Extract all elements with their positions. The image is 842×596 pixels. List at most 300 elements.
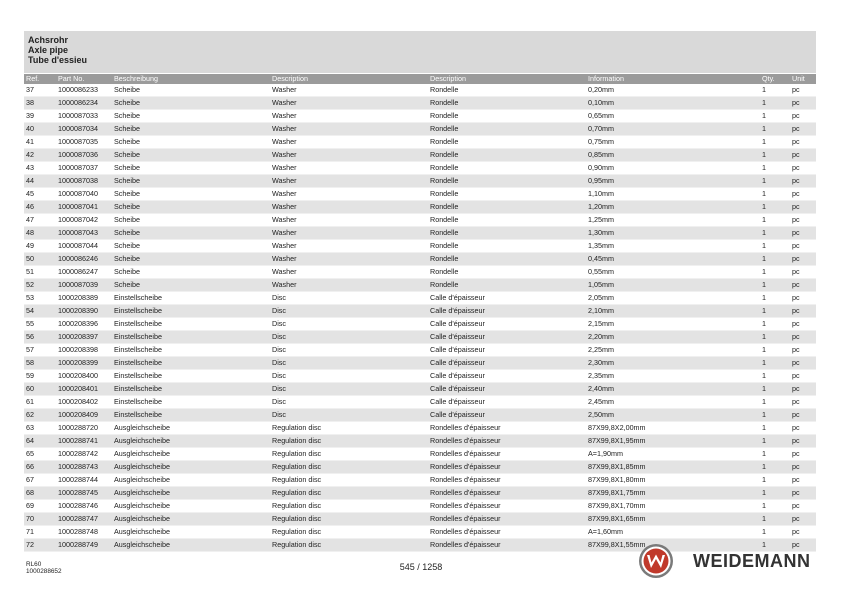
cell-qty: 1	[760, 513, 790, 526]
cell-unit: pc	[790, 422, 816, 435]
table-row	[24, 435, 816, 448]
cell-part-no: 1000208398	[56, 344, 112, 357]
cell-ref: 39	[24, 110, 56, 123]
cell-ref: 49	[24, 240, 56, 253]
table-row	[24, 97, 816, 110]
cell-qty: 1	[760, 474, 790, 487]
cell-beschreibung: Scheibe	[112, 149, 270, 162]
cell-information: 0,95mm	[586, 175, 760, 188]
cell-description-fr: Rondelles d'épaisseur	[428, 461, 586, 474]
cell-qty: 1	[760, 318, 790, 331]
cell-description-fr: Rondelle	[428, 123, 586, 136]
cell-ref: 66	[24, 461, 56, 474]
cell-qty: 1	[760, 84, 790, 97]
cell-information: 87X99,8X2,00mm	[586, 422, 760, 435]
cell-description-en: Disc	[270, 396, 428, 409]
cell-unit: pc	[790, 305, 816, 318]
cell-description-fr: Calle d'épaisseur	[428, 383, 586, 396]
cell-ref: 42	[24, 149, 56, 162]
cell-qty: 1	[760, 396, 790, 409]
cell-beschreibung: Scheibe	[112, 188, 270, 201]
cell-description-fr: Rondelles d'épaisseur	[428, 513, 586, 526]
cell-qty: 1	[760, 526, 790, 539]
table-row	[24, 305, 816, 318]
cell-beschreibung: Scheibe	[112, 136, 270, 149]
cell-information: 1,30mm	[586, 227, 760, 240]
cell-unit: pc	[790, 227, 816, 240]
cell-part-no: 1000288742	[56, 448, 112, 461]
cell-description-en: Washer	[270, 84, 428, 97]
cell-description-fr: Calle d'épaisseur	[428, 409, 586, 422]
cell-description-fr: Rondelle	[428, 110, 586, 123]
cell-description-fr: Rondelle	[428, 227, 586, 240]
cell-unit: pc	[790, 487, 816, 500]
table-row	[24, 370, 816, 383]
cell-ref: 51	[24, 266, 56, 279]
table-row	[24, 318, 816, 331]
cell-ref: 47	[24, 214, 56, 227]
cell-unit: pc	[790, 331, 816, 344]
cell-part-no: 1000086234	[56, 97, 112, 110]
cell-part-no: 1000087042	[56, 214, 112, 227]
table-row	[24, 201, 816, 214]
cell-description-fr: Calle d'épaisseur	[428, 370, 586, 383]
cell-description-fr: Rondelles d'épaisseur	[428, 448, 586, 461]
cell-description-fr: Calle d'épaisseur	[428, 357, 586, 370]
title-fr: Tube d'essieu	[28, 55, 87, 65]
cell-beschreibung: Einstellscheibe	[112, 344, 270, 357]
cell-ref: 65	[24, 448, 56, 461]
cell-beschreibung: Einstellscheibe	[112, 318, 270, 331]
table-row	[24, 162, 816, 175]
cell-beschreibung: Scheibe	[112, 227, 270, 240]
cell-part-no: 1000087043	[56, 227, 112, 240]
cell-information: 87X99,8X1,75mm	[586, 487, 760, 500]
cell-unit: pc	[790, 435, 816, 448]
table-row	[24, 227, 816, 240]
table-row	[24, 383, 816, 396]
cell-description-en: Disc	[270, 383, 428, 396]
cell-qty: 1	[760, 448, 790, 461]
cell-qty: 1	[760, 383, 790, 396]
table-row	[24, 123, 816, 136]
cell-part-no: 1000087044	[56, 240, 112, 253]
cell-beschreibung: Scheibe	[112, 110, 270, 123]
cell-ref: 43	[24, 162, 56, 175]
table-row	[24, 136, 816, 149]
cell-information: 87X99,8X1,70mm	[586, 500, 760, 513]
cell-description-en: Regulation disc	[270, 461, 428, 474]
cell-part-no: 1000208409	[56, 409, 112, 422]
cell-ref: 58	[24, 357, 56, 370]
cell-description-fr: Rondelles d'épaisseur	[428, 500, 586, 513]
table-row	[24, 422, 816, 435]
table-row	[24, 513, 816, 526]
cell-description-en: Disc	[270, 409, 428, 422]
cell-part-no: 1000087040	[56, 188, 112, 201]
table-row	[24, 84, 816, 97]
cell-description-en: Washer	[270, 123, 428, 136]
cell-part-no: 1000288748	[56, 526, 112, 539]
cell-information: 2,35mm	[586, 370, 760, 383]
cell-unit: pc	[790, 370, 816, 383]
cell-qty: 1	[760, 240, 790, 253]
cell-part-no: 1000086247	[56, 266, 112, 279]
cell-part-no: 1000087041	[56, 201, 112, 214]
cell-part-no: 1000208389	[56, 292, 112, 305]
cell-part-no: 1000087037	[56, 162, 112, 175]
cell-description-fr: Rondelle	[428, 175, 586, 188]
cell-description-fr: Rondelle	[428, 149, 586, 162]
cell-description-fr: Rondelle	[428, 253, 586, 266]
cell-unit: pc	[790, 539, 816, 552]
cell-description-en: Regulation disc	[270, 526, 428, 539]
brand-wordmark: WEIDEMANN	[693, 551, 811, 571]
table-row	[24, 253, 816, 266]
cell-qty: 1	[760, 149, 790, 162]
cell-part-no: 1000288744	[56, 474, 112, 487]
cell-part-no: 1000288743	[56, 461, 112, 474]
cell-beschreibung: Scheibe	[112, 266, 270, 279]
cell-ref: 72	[24, 539, 56, 552]
cell-beschreibung: Scheibe	[112, 279, 270, 292]
cell-information: 1,10mm	[586, 188, 760, 201]
cell-beschreibung: Scheibe	[112, 97, 270, 110]
cell-beschreibung: Ausgleichscheibe	[112, 513, 270, 526]
cell-part-no: 1000087039	[56, 279, 112, 292]
table-header-row	[24, 74, 816, 84]
cell-information: 0,85mm	[586, 149, 760, 162]
cell-information: A=1,90mm	[586, 448, 760, 461]
cell-information: 0,65mm	[586, 110, 760, 123]
cell-ref: 56	[24, 331, 56, 344]
cell-beschreibung: Einstellscheibe	[112, 370, 270, 383]
title-de: Achsrohr	[28, 35, 69, 45]
cell-description-fr: Rondelles d'épaisseur	[428, 474, 586, 487]
cell-qty: 1	[760, 539, 790, 552]
cell-information: 1,35mm	[586, 240, 760, 253]
header-description-en: Description	[270, 74, 428, 84]
cell-beschreibung: Ausgleichscheibe	[112, 435, 270, 448]
cell-description-en: Washer	[270, 214, 428, 227]
cell-information: 0,20mm	[586, 84, 760, 97]
cell-unit: pc	[790, 136, 816, 149]
cell-description-fr: Calle d'épaisseur	[428, 305, 586, 318]
cell-description-fr: Rondelle	[428, 266, 586, 279]
cell-ref: 38	[24, 97, 56, 110]
cell-description-fr: Rondelle	[428, 240, 586, 253]
cell-qty: 1	[760, 227, 790, 240]
cell-qty: 1	[760, 162, 790, 175]
cell-information: 2,45mm	[586, 396, 760, 409]
cell-ref: 40	[24, 123, 56, 136]
cell-unit: pc	[790, 513, 816, 526]
cell-unit: pc	[790, 292, 816, 305]
cell-beschreibung: Scheibe	[112, 175, 270, 188]
cell-unit: pc	[790, 266, 816, 279]
cell-information: 2,10mm	[586, 305, 760, 318]
cell-beschreibung: Ausgleichscheibe	[112, 461, 270, 474]
cell-description-fr: Rondelle	[428, 97, 586, 110]
header-part-no: Part No.	[56, 74, 112, 84]
footer-doc-number: 1000288652	[26, 568, 62, 575]
table-row	[24, 526, 816, 539]
cell-description-en: Disc	[270, 344, 428, 357]
cell-qty: 1	[760, 461, 790, 474]
cell-description-fr: Rondelles d'épaisseur	[428, 422, 586, 435]
cell-description-fr: Calle d'épaisseur	[428, 331, 586, 344]
cell-unit: pc	[790, 97, 816, 110]
cell-description-en: Regulation disc	[270, 513, 428, 526]
cell-ref: 48	[24, 227, 56, 240]
cell-part-no: 1000086246	[56, 253, 112, 266]
cell-description-fr: Rondelles d'épaisseur	[428, 487, 586, 500]
cell-information: 2,30mm	[586, 357, 760, 370]
cell-unit: pc	[790, 162, 816, 175]
cell-ref: 64	[24, 435, 56, 448]
cell-unit: pc	[790, 448, 816, 461]
cell-unit: pc	[790, 383, 816, 396]
cell-description-en: Washer	[270, 201, 428, 214]
cell-information: 1,20mm	[586, 201, 760, 214]
cell-unit: pc	[790, 500, 816, 513]
cell-part-no: 1000208390	[56, 305, 112, 318]
cell-qty: 1	[760, 253, 790, 266]
cell-ref: 54	[24, 305, 56, 318]
cell-description-fr: Rondelle	[428, 84, 586, 97]
cell-beschreibung: Einstellscheibe	[112, 357, 270, 370]
table-row	[24, 487, 816, 500]
cell-description-en: Washer	[270, 188, 428, 201]
table-row	[24, 500, 816, 513]
cell-part-no: 1000208401	[56, 383, 112, 396]
cell-description-en: Washer	[270, 110, 428, 123]
cell-beschreibung: Scheibe	[112, 201, 270, 214]
cell-ref: 71	[24, 526, 56, 539]
table-row	[24, 409, 816, 422]
cell-qty: 1	[760, 422, 790, 435]
cell-ref: 61	[24, 396, 56, 409]
cell-description-en: Regulation disc	[270, 474, 428, 487]
cell-unit: pc	[790, 253, 816, 266]
cell-beschreibung: Einstellscheibe	[112, 396, 270, 409]
cell-part-no: 1000288746	[56, 500, 112, 513]
table-row	[24, 188, 816, 201]
cell-ref: 57	[24, 344, 56, 357]
cell-qty: 1	[760, 305, 790, 318]
cell-description-en: Regulation disc	[270, 539, 428, 552]
cell-ref: 37	[24, 84, 56, 97]
cell-description-en: Disc	[270, 292, 428, 305]
cell-beschreibung: Einstellscheibe	[112, 409, 270, 422]
cell-part-no: 1000208396	[56, 318, 112, 331]
cell-beschreibung: Einstellscheibe	[112, 331, 270, 344]
cell-qty: 1	[760, 188, 790, 201]
cell-beschreibung: Scheibe	[112, 214, 270, 227]
cell-part-no: 1000087033	[56, 110, 112, 123]
cell-part-no: 1000087035	[56, 136, 112, 149]
cell-description-en: Washer	[270, 279, 428, 292]
cell-information: 2,20mm	[586, 331, 760, 344]
cell-part-no: 1000208402	[56, 396, 112, 409]
cell-beschreibung: Scheibe	[112, 240, 270, 253]
cell-description-fr: Rondelle	[428, 188, 586, 201]
cell-ref: 69	[24, 500, 56, 513]
cell-description-fr: Rondelle	[428, 162, 586, 175]
title-en: Axle pipe	[28, 45, 69, 55]
cell-qty: 1	[760, 500, 790, 513]
cell-beschreibung: Ausgleichscheibe	[112, 448, 270, 461]
cell-information: 87X99,8X1,55mm	[586, 539, 760, 552]
cell-ref: 59	[24, 370, 56, 383]
cell-description-en: Regulation disc	[270, 448, 428, 461]
cell-qty: 1	[760, 123, 790, 136]
cell-description-en: Washer	[270, 162, 428, 175]
cell-unit: pc	[790, 175, 816, 188]
footer-model: RL60	[26, 561, 42, 568]
weidemann-w-logo-icon	[638, 543, 674, 579]
cell-description-fr: Rondelles d'épaisseur	[428, 435, 586, 448]
table-row	[24, 292, 816, 305]
cell-part-no: 1000288749	[56, 539, 112, 552]
cell-qty: 1	[760, 409, 790, 422]
cell-part-no: 1000208397	[56, 331, 112, 344]
table-row	[24, 110, 816, 123]
cell-description-en: Regulation disc	[270, 487, 428, 500]
cell-qty: 1	[760, 110, 790, 123]
cell-information: 1,05mm	[586, 279, 760, 292]
cell-description-en: Washer	[270, 136, 428, 149]
cell-ref: 45	[24, 188, 56, 201]
cell-unit: pc	[790, 279, 816, 292]
cell-description-fr: Calle d'épaisseur	[428, 318, 586, 331]
cell-information: 2,25mm	[586, 344, 760, 357]
cell-description-en: Disc	[270, 357, 428, 370]
cell-unit: pc	[790, 396, 816, 409]
cell-description-en: Disc	[270, 370, 428, 383]
cell-description-fr: Calle d'épaisseur	[428, 292, 586, 305]
cell-description-fr: Rondelle	[428, 201, 586, 214]
cell-information: 2,05mm	[586, 292, 760, 305]
cell-ref: 63	[24, 422, 56, 435]
table-row	[24, 214, 816, 227]
cell-description-en: Regulation disc	[270, 435, 428, 448]
cell-description-en: Washer	[270, 97, 428, 110]
cell-unit: pc	[790, 123, 816, 136]
cell-unit: pc	[790, 461, 816, 474]
cell-part-no: 1000208399	[56, 357, 112, 370]
cell-part-no: 1000288741	[56, 435, 112, 448]
cell-unit: pc	[790, 409, 816, 422]
cell-unit: pc	[790, 149, 816, 162]
cell-description-en: Regulation disc	[270, 422, 428, 435]
cell-unit: pc	[790, 240, 816, 253]
cell-description-fr: Rondelles d'épaisseur	[428, 526, 586, 539]
cell-qty: 1	[760, 344, 790, 357]
cell-information: 87X99,8X1,65mm	[586, 513, 760, 526]
cell-information: 0,55mm	[586, 266, 760, 279]
cell-ref: 55	[24, 318, 56, 331]
table-row	[24, 344, 816, 357]
cell-beschreibung: Ausgleichscheibe	[112, 500, 270, 513]
cell-beschreibung: Einstellscheibe	[112, 305, 270, 318]
table-row	[24, 279, 816, 292]
cell-qty: 1	[760, 97, 790, 110]
cell-information: 2,40mm	[586, 383, 760, 396]
cell-ref: 70	[24, 513, 56, 526]
cell-information: 87X99,8X1,80mm	[586, 474, 760, 487]
cell-beschreibung: Ausgleichscheibe	[112, 526, 270, 539]
cell-part-no: 1000288720	[56, 422, 112, 435]
cell-beschreibung: Ausgleichscheibe	[112, 539, 270, 552]
cell-unit: pc	[790, 474, 816, 487]
table-row	[24, 448, 816, 461]
cell-qty: 1	[760, 214, 790, 227]
cell-information: 0,90mm	[586, 162, 760, 175]
table-row	[24, 266, 816, 279]
cell-description-en: Disc	[270, 331, 428, 344]
cell-information: 87X99,8X1,85mm	[586, 461, 760, 474]
cell-qty: 1	[760, 175, 790, 188]
cell-part-no: 1000087038	[56, 175, 112, 188]
cell-part-no: 1000208400	[56, 370, 112, 383]
cell-beschreibung: Einstellscheibe	[112, 383, 270, 396]
table-row	[24, 461, 816, 474]
cell-beschreibung: Ausgleichscheibe	[112, 474, 270, 487]
cell-information: 0,70mm	[586, 123, 760, 136]
cell-description-en: Washer	[270, 149, 428, 162]
cell-beschreibung: Scheibe	[112, 84, 270, 97]
header-beschreibung: Beschreibung	[112, 74, 270, 84]
cell-description-en: Regulation disc	[270, 500, 428, 513]
cell-beschreibung: Ausgleichscheibe	[112, 422, 270, 435]
cell-description-fr: Calle d'épaisseur	[428, 344, 586, 357]
cell-information: 2,15mm	[586, 318, 760, 331]
cell-qty: 1	[760, 487, 790, 500]
cell-ref: 52	[24, 279, 56, 292]
table-body	[24, 84, 816, 552]
cell-description-en: Washer	[270, 253, 428, 266]
cell-part-no: 1000288745	[56, 487, 112, 500]
cell-description-en: Washer	[270, 240, 428, 253]
cell-description-en: Washer	[270, 227, 428, 240]
cell-ref: 60	[24, 383, 56, 396]
header-description-fr: Description	[428, 74, 586, 84]
cell-description-en: Washer	[270, 266, 428, 279]
cell-part-no: 1000288747	[56, 513, 112, 526]
cell-information: 0,75mm	[586, 136, 760, 149]
cell-qty: 1	[760, 357, 790, 370]
table-row	[24, 240, 816, 253]
cell-unit: pc	[790, 357, 816, 370]
header-qty: Qty.	[760, 74, 790, 84]
cell-qty: 1	[760, 292, 790, 305]
cell-qty: 1	[760, 370, 790, 383]
cell-information: 87X99,8X1,95mm	[586, 435, 760, 448]
cell-description-fr: Calle d'épaisseur	[428, 396, 586, 409]
cell-unit: pc	[790, 110, 816, 123]
table-row	[24, 539, 816, 552]
table-row	[24, 149, 816, 162]
cell-information: 2,50mm	[586, 409, 760, 422]
cell-ref: 68	[24, 487, 56, 500]
cell-unit: pc	[790, 201, 816, 214]
cell-unit: pc	[790, 84, 816, 97]
cell-ref: 62	[24, 409, 56, 422]
parts-table	[24, 74, 816, 552]
table-row	[24, 175, 816, 188]
cell-qty: 1	[760, 331, 790, 344]
